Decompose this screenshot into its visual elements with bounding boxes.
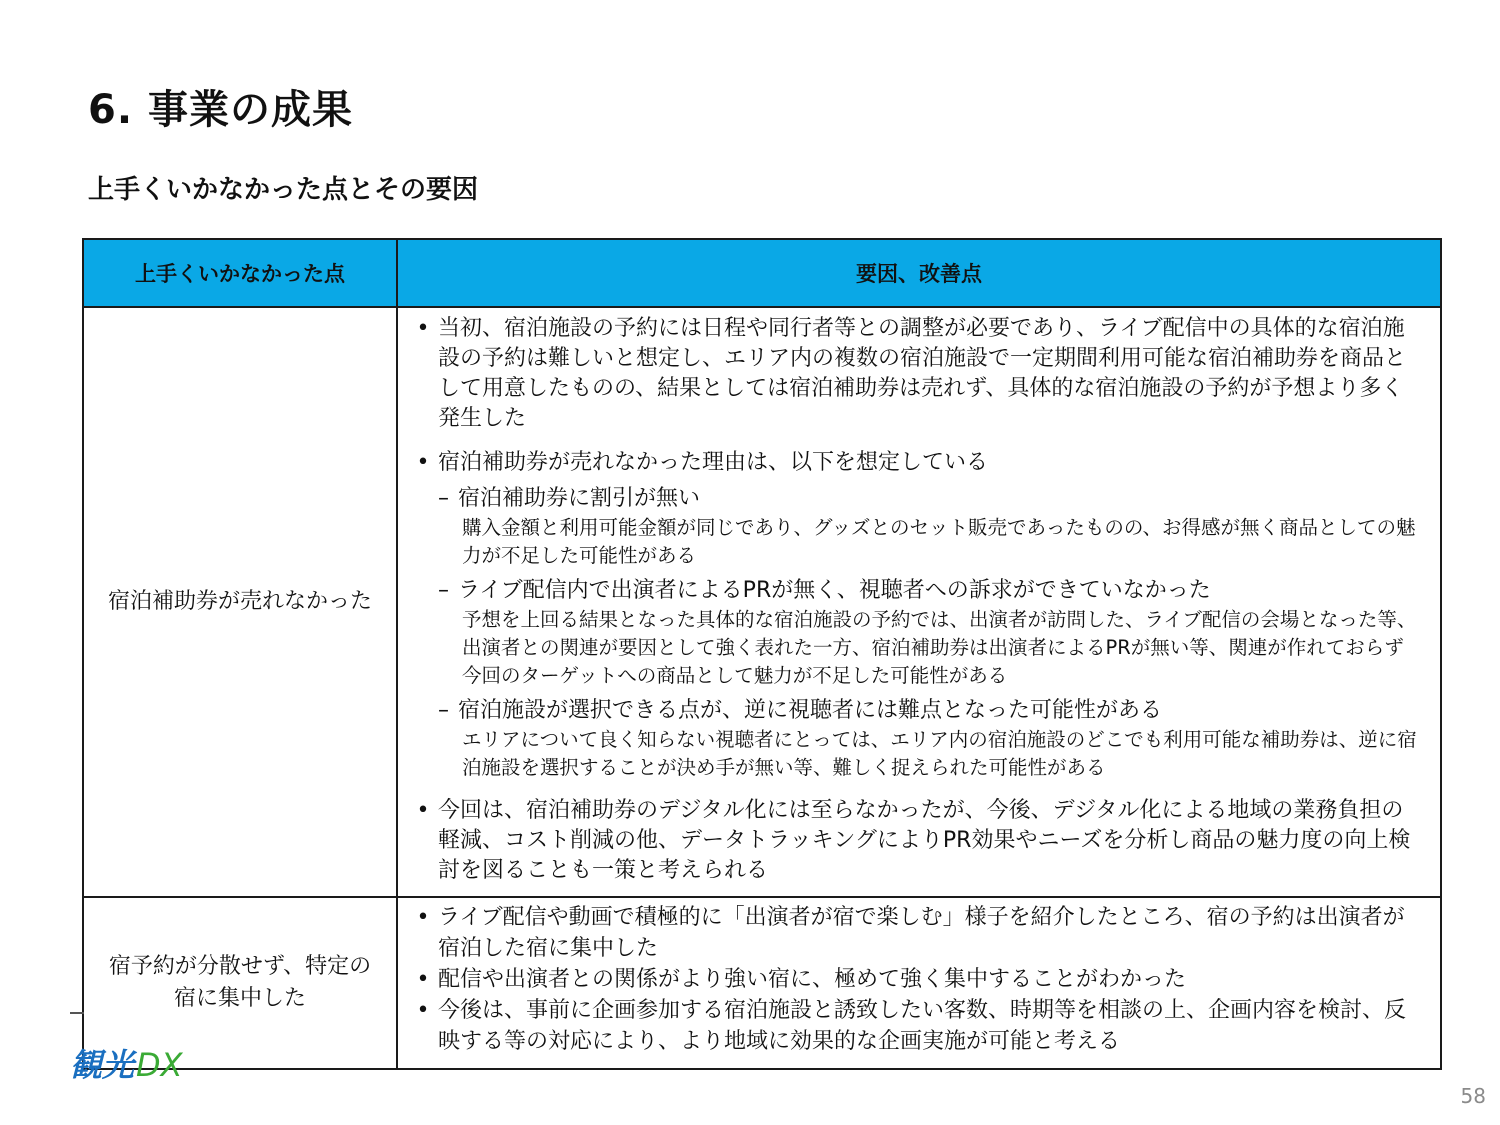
bullet-text: 宿泊補助券が売れなかった理由は、以下を想定している xyxy=(438,450,989,475)
dash-icon: – xyxy=(438,698,449,723)
table-header-row xyxy=(83,239,1441,307)
bullet-item xyxy=(408,448,1420,478)
page-title: 6. 事業の成果 xyxy=(88,87,353,133)
reason-item xyxy=(438,484,1420,570)
reason-body: エリアについて良く知らない視聴者にとっては、エリア内の宿泊施設のどこでも利用可能な補助券は、逆に宿泊施設を選択することが決め手が無い等、難しく捉えられた可能性がある xyxy=(462,728,1417,779)
svg-text:観光: 観光 xyxy=(70,1046,135,1084)
reason-body: 購入金額と利用可能金額が同じであり、グッズとのセット販売であったものの、お得感が無く商品としての魅力が不足した可能性がある xyxy=(462,516,1416,567)
bullet-item xyxy=(408,995,1420,1057)
bullet-text: 配信や出演者との関係がより強い宿に、極めて強く集中することがわかった xyxy=(438,967,1187,992)
header-issue: 上手くいかなかった点 xyxy=(83,239,397,307)
page-number: 58 xyxy=(1460,1084,1486,1108)
bullet-text: 当初、宿泊施設の予約には日程や同行者等との調整が必要であり、ライブ配信中の具体的な宿泊施設の予約は難しいと想定し、エリア内の複数の宿泊施設で一定期間利用可能な宿泊補助券を商品として用意したものの、結果としては宿泊補助券は売れず、具体的な宿泊施設の予約が予想より多く発生した xyxy=(438,316,1407,431)
bullet-dot-icon: • xyxy=(416,316,430,341)
reason-head: ライブ配信内で出演者によるPRが無く、視聴者への訴求ができていなかった xyxy=(458,578,1211,603)
reason-item xyxy=(438,696,1420,782)
issue-cell: 宿予約が分散せず、特定の宿に集中した xyxy=(83,897,397,1069)
detail-cell xyxy=(397,307,1441,897)
bullet-item xyxy=(408,796,1420,886)
issue-cell: 宿泊補助券が売れなかった xyxy=(83,307,397,897)
dash-icon: – xyxy=(438,486,449,511)
bullet-item xyxy=(408,964,1420,995)
dash-icon: – xyxy=(438,578,449,603)
bullet-dot-icon: • xyxy=(416,998,430,1023)
bullet-dot-icon: • xyxy=(416,450,430,475)
bullet-dot-icon: • xyxy=(416,905,430,930)
svg-text:DX: DX xyxy=(136,1046,183,1084)
section-title: 上手くいかなかった点とその要因 xyxy=(88,175,479,205)
logo xyxy=(70,1040,200,1084)
table-row xyxy=(83,307,1441,897)
detail-cell xyxy=(397,897,1441,1069)
bullet-item xyxy=(408,902,1420,964)
reason-head: 宿泊施設が選択できる点が、逆に視聴者には難点となった可能性がある xyxy=(458,698,1163,723)
bullet-dot-icon: • xyxy=(416,798,430,823)
bullet-text: 今回は、宿泊補助券のデジタル化には至らなかったが、今後、デジタル化による地域の業務負担の軽減、コスト削減の他、データトラッキングによりPR効果やニーズを分析し商品の魅力度の向上検討を図ることも一策と考えられる xyxy=(438,798,1411,883)
reason-item xyxy=(438,576,1420,690)
reason-body: 予想を上回る結果となった具体的な宿泊施設の予約では、出演者が訪問した、ライブ配信の会場となった等、出演者との関連が要因として強く表れた一方、宿泊補助券は出演者によるPRが無い等、関連が作れておらず今回のターゲットへの商品として魅力が不足した可能性がある xyxy=(462,608,1417,687)
reason-head: 宿泊補助券に割引が無い xyxy=(458,486,701,511)
bullet-text: 今後は、事前に企画参加する宿泊施設と誘致したい客数、時期等を相談の上、企画内容を検討、反映する等の対応により、より地域に効果的な企画実施が可能と考える xyxy=(438,998,1407,1054)
bullet-dot-icon: • xyxy=(416,967,430,992)
header-cause: 要因、改善点 xyxy=(397,239,1441,307)
footer-divider xyxy=(70,1012,84,1014)
bullet-item xyxy=(408,314,1420,434)
bullet-text: ライブ配信や動画で積極的に「出演者が宿で楽しむ」様子を紹介したところ、宿の予約は出演者が宿泊した宿に集中した xyxy=(438,905,1405,961)
results-table xyxy=(82,238,1442,1070)
table-row xyxy=(83,897,1441,1069)
